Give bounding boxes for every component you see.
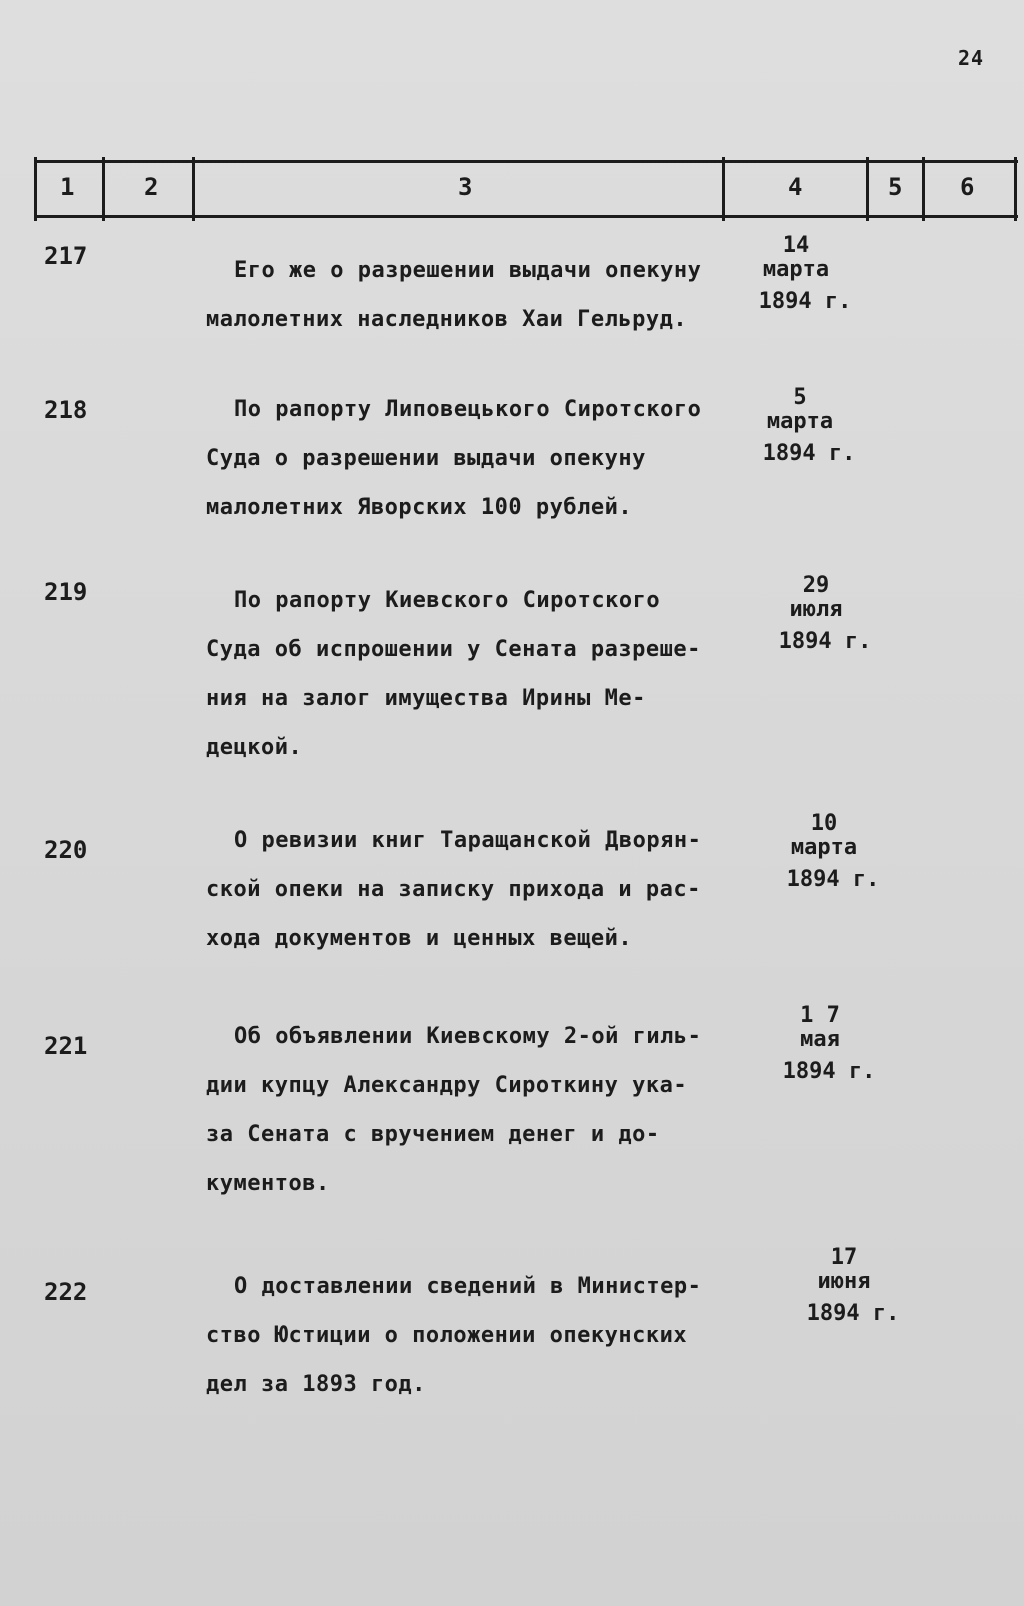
entry-date-year: 1894 г.	[806, 1301, 900, 1326]
entry-text-line: О ревизии книг Таращанской Дворян-	[234, 828, 702, 853]
entry-date-month: марта	[790, 835, 858, 860]
entry-date-year: 1894 г.	[786, 867, 880, 892]
entry-text-line: По рапорту Киевского Сиротского	[234, 588, 661, 613]
entry-text-line: ской опеки на записку прихода и рас-	[206, 877, 701, 902]
entry-date-month: марта	[762, 257, 830, 282]
entry-description	[206, 1262, 766, 1409]
entry-date-day: 17	[830, 1245, 858, 1270]
column-header-4: 4	[788, 173, 803, 201]
entry-date-month: июля	[789, 597, 843, 622]
entry-date-month: июня	[817, 1269, 871, 1294]
entry-date	[754, 812, 894, 892]
entry-date	[746, 574, 886, 654]
entry-text-line: Об объявлении Киевскому 2-ой гиль-	[234, 1024, 702, 1049]
entry-text-line: за Сената с вручением денег и до-	[206, 1122, 660, 1147]
entry-description	[206, 1012, 766, 1208]
entry-date-year: 1894 г.	[778, 629, 872, 654]
entry-text-line: малолетних Яворских 100 рублей.	[206, 495, 633, 520]
entry-description	[206, 576, 766, 772]
column-header-1: 1	[60, 173, 75, 201]
column-divider	[722, 157, 725, 221]
entry-date-month: мая	[800, 1027, 840, 1052]
entry-text-line: ния на залог имущества Ирины Ме-	[206, 686, 646, 711]
column-header-row	[34, 160, 1018, 218]
entry-date-year: 1894 г.	[762, 441, 856, 466]
column-divider	[1014, 157, 1017, 221]
entry-text-line: хода документов и ценных вещей.	[206, 926, 633, 951]
entry-date-day: 1 7	[800, 1003, 840, 1028]
entry-date	[726, 234, 866, 314]
column-divider	[102, 157, 105, 221]
entry-number: 219	[44, 578, 88, 606]
column-divider	[922, 157, 925, 221]
entry-text-line: О доставлении сведений в Министер-	[234, 1274, 702, 1299]
entry-date	[750, 1004, 890, 1084]
entry-date-day: 10	[810, 811, 838, 836]
column-header-2: 2	[144, 173, 159, 201]
column-header-6: 6	[960, 173, 975, 201]
entry-number: 222	[44, 1278, 88, 1306]
column-header-3: 3	[458, 173, 473, 201]
column-divider	[866, 157, 869, 221]
entry-description	[206, 816, 766, 963]
entry-date-day: 5	[793, 385, 807, 410]
entry-date-month: марта	[766, 409, 834, 434]
entry-description	[206, 246, 766, 344]
entry-number: 221	[44, 1032, 88, 1060]
entry-text-line: Суда о разрешении выдачи опекуну	[206, 446, 646, 471]
entry-text-line: По рапорту Липовецького Сиротского	[234, 397, 702, 422]
entry-number: 220	[44, 836, 88, 864]
entry-date-day: 29	[802, 573, 830, 598]
entry-text-line: дии купцу Александру Сироткину ука-	[206, 1073, 688, 1098]
page-number: 24	[958, 46, 985, 70]
entry-text-line: кументов.	[206, 1171, 330, 1196]
entry-date	[774, 1246, 914, 1326]
column-header-5: 5	[888, 173, 903, 201]
entry-date-day: 14	[782, 233, 810, 258]
entry-date	[730, 386, 870, 466]
entry-number: 218	[44, 396, 88, 424]
entry-number: 217	[44, 242, 88, 270]
entry-text-line: Его же о разрешении выдачи опекуну	[234, 258, 702, 283]
column-divider	[192, 157, 195, 221]
entry-text-line: дел за 1893 год.	[206, 1372, 426, 1397]
entry-text-line: ство Юстиции о положении опекунских	[206, 1323, 688, 1348]
entry-description	[206, 385, 766, 532]
entry-text-line: Суда об испрошении у Сената разреше-	[206, 637, 701, 662]
entry-date-year: 1894 г.	[782, 1059, 876, 1084]
entry-date-year: 1894 г.	[758, 289, 852, 314]
column-divider	[34, 157, 37, 221]
entry-text-line: малолетних наследников Хаи Гельруд.	[206, 307, 688, 332]
entry-text-line: децкой.	[206, 735, 303, 760]
